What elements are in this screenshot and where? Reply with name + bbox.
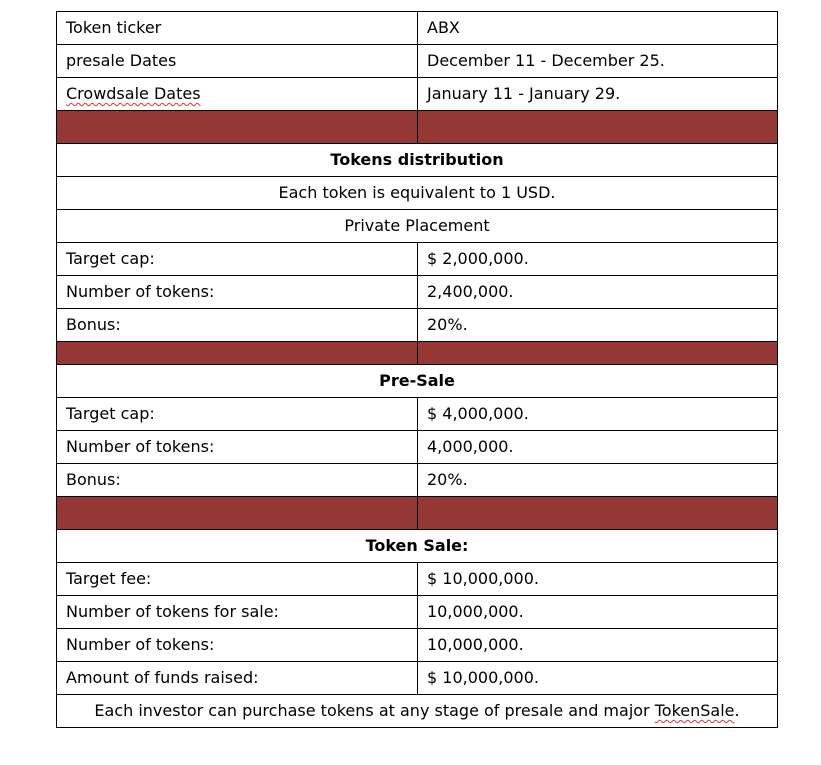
band-cell-left <box>57 342 418 365</box>
equivalence-note: Each token is equivalent to 1 USD. <box>57 177 778 210</box>
footer-note-prefix: Each investor can purchase tokens at any stage of presale and major <box>94 701 655 720</box>
value-sale-target-fee: $ 10,000,000. <box>418 563 778 596</box>
band-cell-left <box>57 111 418 144</box>
value-sale-funds-raised: $ 10,000,000. <box>418 662 778 695</box>
label-private-number-of-tokens: Number of tokens: <box>57 276 418 309</box>
row-token-ticker <box>57 12 778 45</box>
label-crowdsale-dates <box>57 78 418 111</box>
band-cell-right <box>418 342 778 365</box>
row-presale-number-of-tokens <box>57 431 778 464</box>
label-private-target-cap: Target cap: <box>57 243 418 276</box>
label-sale-target-fee: Target fee: <box>57 563 418 596</box>
crowdsale-dates-label-text: Crowdsale Dates <box>66 84 201 103</box>
row-sale-tokens-for-sale <box>57 596 778 629</box>
footer-note <box>57 695 778 728</box>
label-sale-tokens-for-sale: Number of tokens for sale: <box>57 596 418 629</box>
separator-band <box>57 342 778 365</box>
row-private-bonus <box>57 309 778 342</box>
row-distribution-title <box>57 144 778 177</box>
label-presale-bonus: Bonus: <box>57 464 418 497</box>
band-cell-right <box>418 497 778 530</box>
row-presale-bonus <box>57 464 778 497</box>
section-title-private-placement: Private Placement <box>57 210 778 243</box>
separator-band <box>57 111 778 144</box>
row-private-placement-title <box>57 210 778 243</box>
row-presale-dates <box>57 45 778 78</box>
row-sale-target-fee <box>57 563 778 596</box>
token-details-document <box>56 11 778 728</box>
value-sale-tokens-for-sale: 10,000,000. <box>418 596 778 629</box>
row-private-target-cap <box>57 243 778 276</box>
value-private-bonus: 20%. <box>418 309 778 342</box>
value-presale-target-cap: $ 4,000,000. <box>418 398 778 431</box>
value-crowdsale-dates: January 11 - January 29. <box>418 78 778 111</box>
label-token-ticker: Token ticker <box>57 12 418 45</box>
label-presale-number-of-tokens: Number of tokens: <box>57 431 418 464</box>
row-sale-funds-raised <box>57 662 778 695</box>
section-title-pre-sale: Pre-Sale <box>57 365 778 398</box>
label-sale-number-of-tokens: Number of tokens: <box>57 629 418 662</box>
label-sale-funds-raised: Amount of funds raised: <box>57 662 418 695</box>
value-presale-dates: December 11 - December 25. <box>418 45 778 78</box>
footer-note-suffix: . <box>734 701 740 720</box>
label-presale-dates: presale Dates <box>57 45 418 78</box>
section-title-distribution: Tokens distribution <box>57 144 778 177</box>
value-presale-bonus: 20%. <box>418 464 778 497</box>
section-title-token-sale: Token Sale: <box>57 530 778 563</box>
label-private-bonus: Bonus: <box>57 309 418 342</box>
row-token-sale-title <box>57 530 778 563</box>
footer-note-flagged-word: TokenSale <box>654 701 735 720</box>
row-crowdsale-dates <box>57 78 778 111</box>
row-private-number-of-tokens <box>57 276 778 309</box>
band-cell-right <box>418 111 778 144</box>
row-sale-number-of-tokens <box>57 629 778 662</box>
value-token-ticker: ABX <box>418 12 778 45</box>
separator-band <box>57 497 778 530</box>
token-details-table <box>56 11 778 728</box>
label-presale-target-cap: Target cap: <box>57 398 418 431</box>
row-equivalence-note <box>57 177 778 210</box>
value-sale-number-of-tokens: 10,000,000. <box>418 629 778 662</box>
value-private-number-of-tokens: 2,400,000. <box>418 276 778 309</box>
value-private-target-cap: $ 2,000,000. <box>418 243 778 276</box>
row-footer-note <box>57 695 778 728</box>
value-presale-number-of-tokens: 4,000,000. <box>418 431 778 464</box>
row-presale-title <box>57 365 778 398</box>
band-cell-left <box>57 497 418 530</box>
row-presale-target-cap <box>57 398 778 431</box>
